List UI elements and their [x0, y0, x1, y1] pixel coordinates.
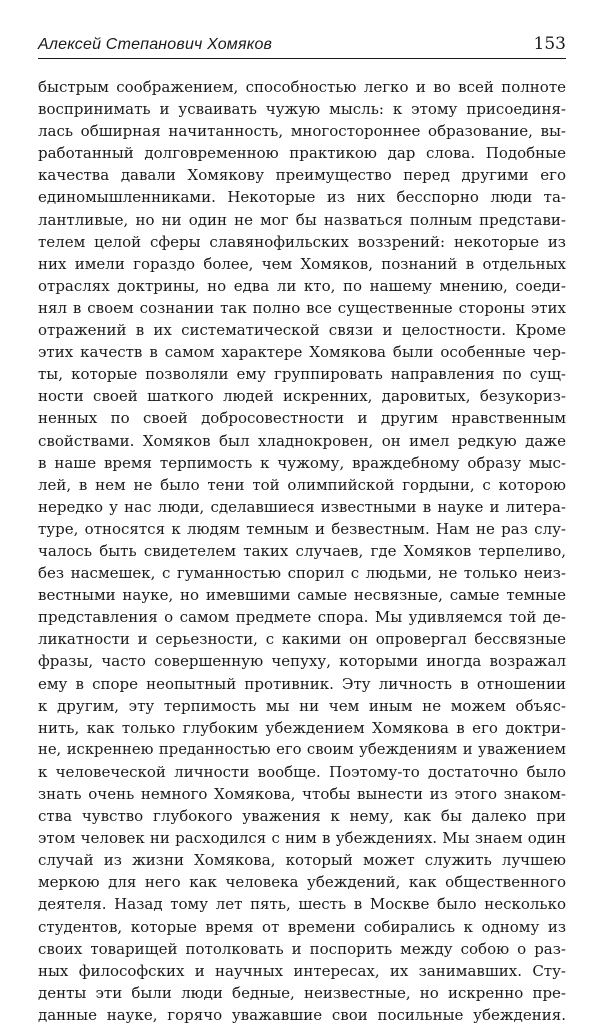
text-line: своих товарищей потолковать и поспорить между собою о раз-: [38, 939, 566, 958]
text-line: свойствами. Хомяков был хладнокровен, он имел редкую даже: [38, 431, 566, 450]
text-line: знать очень немного Хомякова, чтобы вынести из этого знаком-: [38, 785, 566, 803]
text-line: них имели гораздо более, чем Хомяков, познаний в отдельных: [38, 254, 566, 273]
text-line: ненных по своей добросовестности и другим нравственным: [38, 409, 566, 428]
text-line: отражений в их систематической связи и целостности. Кроме: [38, 321, 566, 340]
text-line: быстрым соображением, способностью легко и во всей полноте: [38, 78, 566, 96]
text-line: ных философских и научных интересах, их занимавших. Сту-: [38, 961, 566, 980]
text-line: без насмешек, с гуманностью спорил с людьми, не только неиз-: [38, 564, 566, 583]
text-line: ты, которые позволяли ему группировать направления по сущ-: [38, 365, 566, 384]
body-text: [38, 76, 566, 1026]
text-line: данные науке, горячо уважавшие свои посильные убеждения.: [38, 1005, 566, 1024]
running-title: Алексей Степанович Хомяков: [38, 36, 273, 53]
text-line: ства чувство глубокого уважения к нему, как бы далеко при: [38, 807, 566, 826]
text-line: воспринимать и усваивать чужую мысль: к этому присоединя-: [38, 100, 566, 119]
text-line: фразы, часто совершенную чепуху, которыми иногда возражал: [38, 652, 566, 671]
text-line: единомышленниками. Некоторые из них бесспорно люди та-: [38, 188, 566, 207]
text-line: ности своей шаткого людей искренних, даровитых, безукориз-: [38, 387, 566, 406]
text-line: чалось быть свидетелем таких случаев, где Хомяков терпеливо,: [38, 541, 566, 560]
text-line: нял в своем сознании так полно все существенные стороны этих: [38, 298, 566, 317]
text-line: туре, относятся к людям темным и безвестным. Нам не раз слу-: [38, 519, 566, 538]
running-header: [38, 32, 566, 59]
text-line: в наше время терпимость к чужому, враждебному образу мыс-: [38, 453, 566, 472]
text-line: нередко у нас люди, сделавшиеся известными в науке и литера-: [38, 497, 566, 516]
text-line: деятеля. Назад тому лет пять, шесть в Москве было несколько: [38, 895, 566, 914]
text-line: отраслях доктрины, но едва ли кто, по нашему мнению, соеди-: [38, 276, 566, 295]
text-line: денты эти были люди бедные, неизвестные, но искренно пре-: [38, 983, 566, 1002]
text-line: нить, как только глубоким убеждением Хомякова в его доктри-: [38, 718, 566, 737]
text-line: ему в споре неопытный противник. Эту личность в отношении: [38, 674, 566, 693]
text-line: этом человек ни расходился с ним в убеждениях. Мы знаем один: [38, 829, 566, 848]
text-line: этих качеств в самом характере Хомякова были особенные чер-: [38, 343, 566, 362]
text-line: лантливые, но ни один не мог бы назваться полным представи-: [38, 210, 566, 229]
text-line: не, искреннею преданностью его своим убеждениям и уважением: [38, 740, 566, 758]
text-line: студентов, которые время от времени собирались к одному из: [38, 917, 566, 936]
text-line: лась обширная начитанность, многостороннее образование, вы-: [38, 122, 566, 141]
page-number: 153: [533, 34, 566, 54]
text-line: к человеческой личности вообще. Поэтому-то достаточно было: [38, 762, 566, 781]
text-line: качества давали Хомякову преимущество перед другими его: [38, 166, 566, 185]
text-line: к другим, эту терпимость мы ни чем иным не можем объяс-: [38, 696, 566, 715]
text-line: вестными науке, но имевшими самые несвязные, самые темные: [38, 586, 566, 605]
text-line: ликатности и серьезности, с какими он опровергал бессвязные: [38, 630, 566, 649]
text-line: лей, в нем не было тени той олимпийской гордыни, с которою: [38, 475, 566, 494]
text-line: меркою для него как человека убеждений, как общественного: [38, 873, 566, 892]
text-line: случай из жизни Хомякова, который может служить лучшею: [38, 851, 566, 870]
text-line: работанный долговременною практикою дар слова. Подобные: [38, 144, 566, 163]
text-line: телем целой сферы славянофильских воззрений: некоторые из: [38, 232, 566, 251]
text-line: представления о самом предмете спора. Мы удивляемся той де-: [38, 608, 566, 627]
